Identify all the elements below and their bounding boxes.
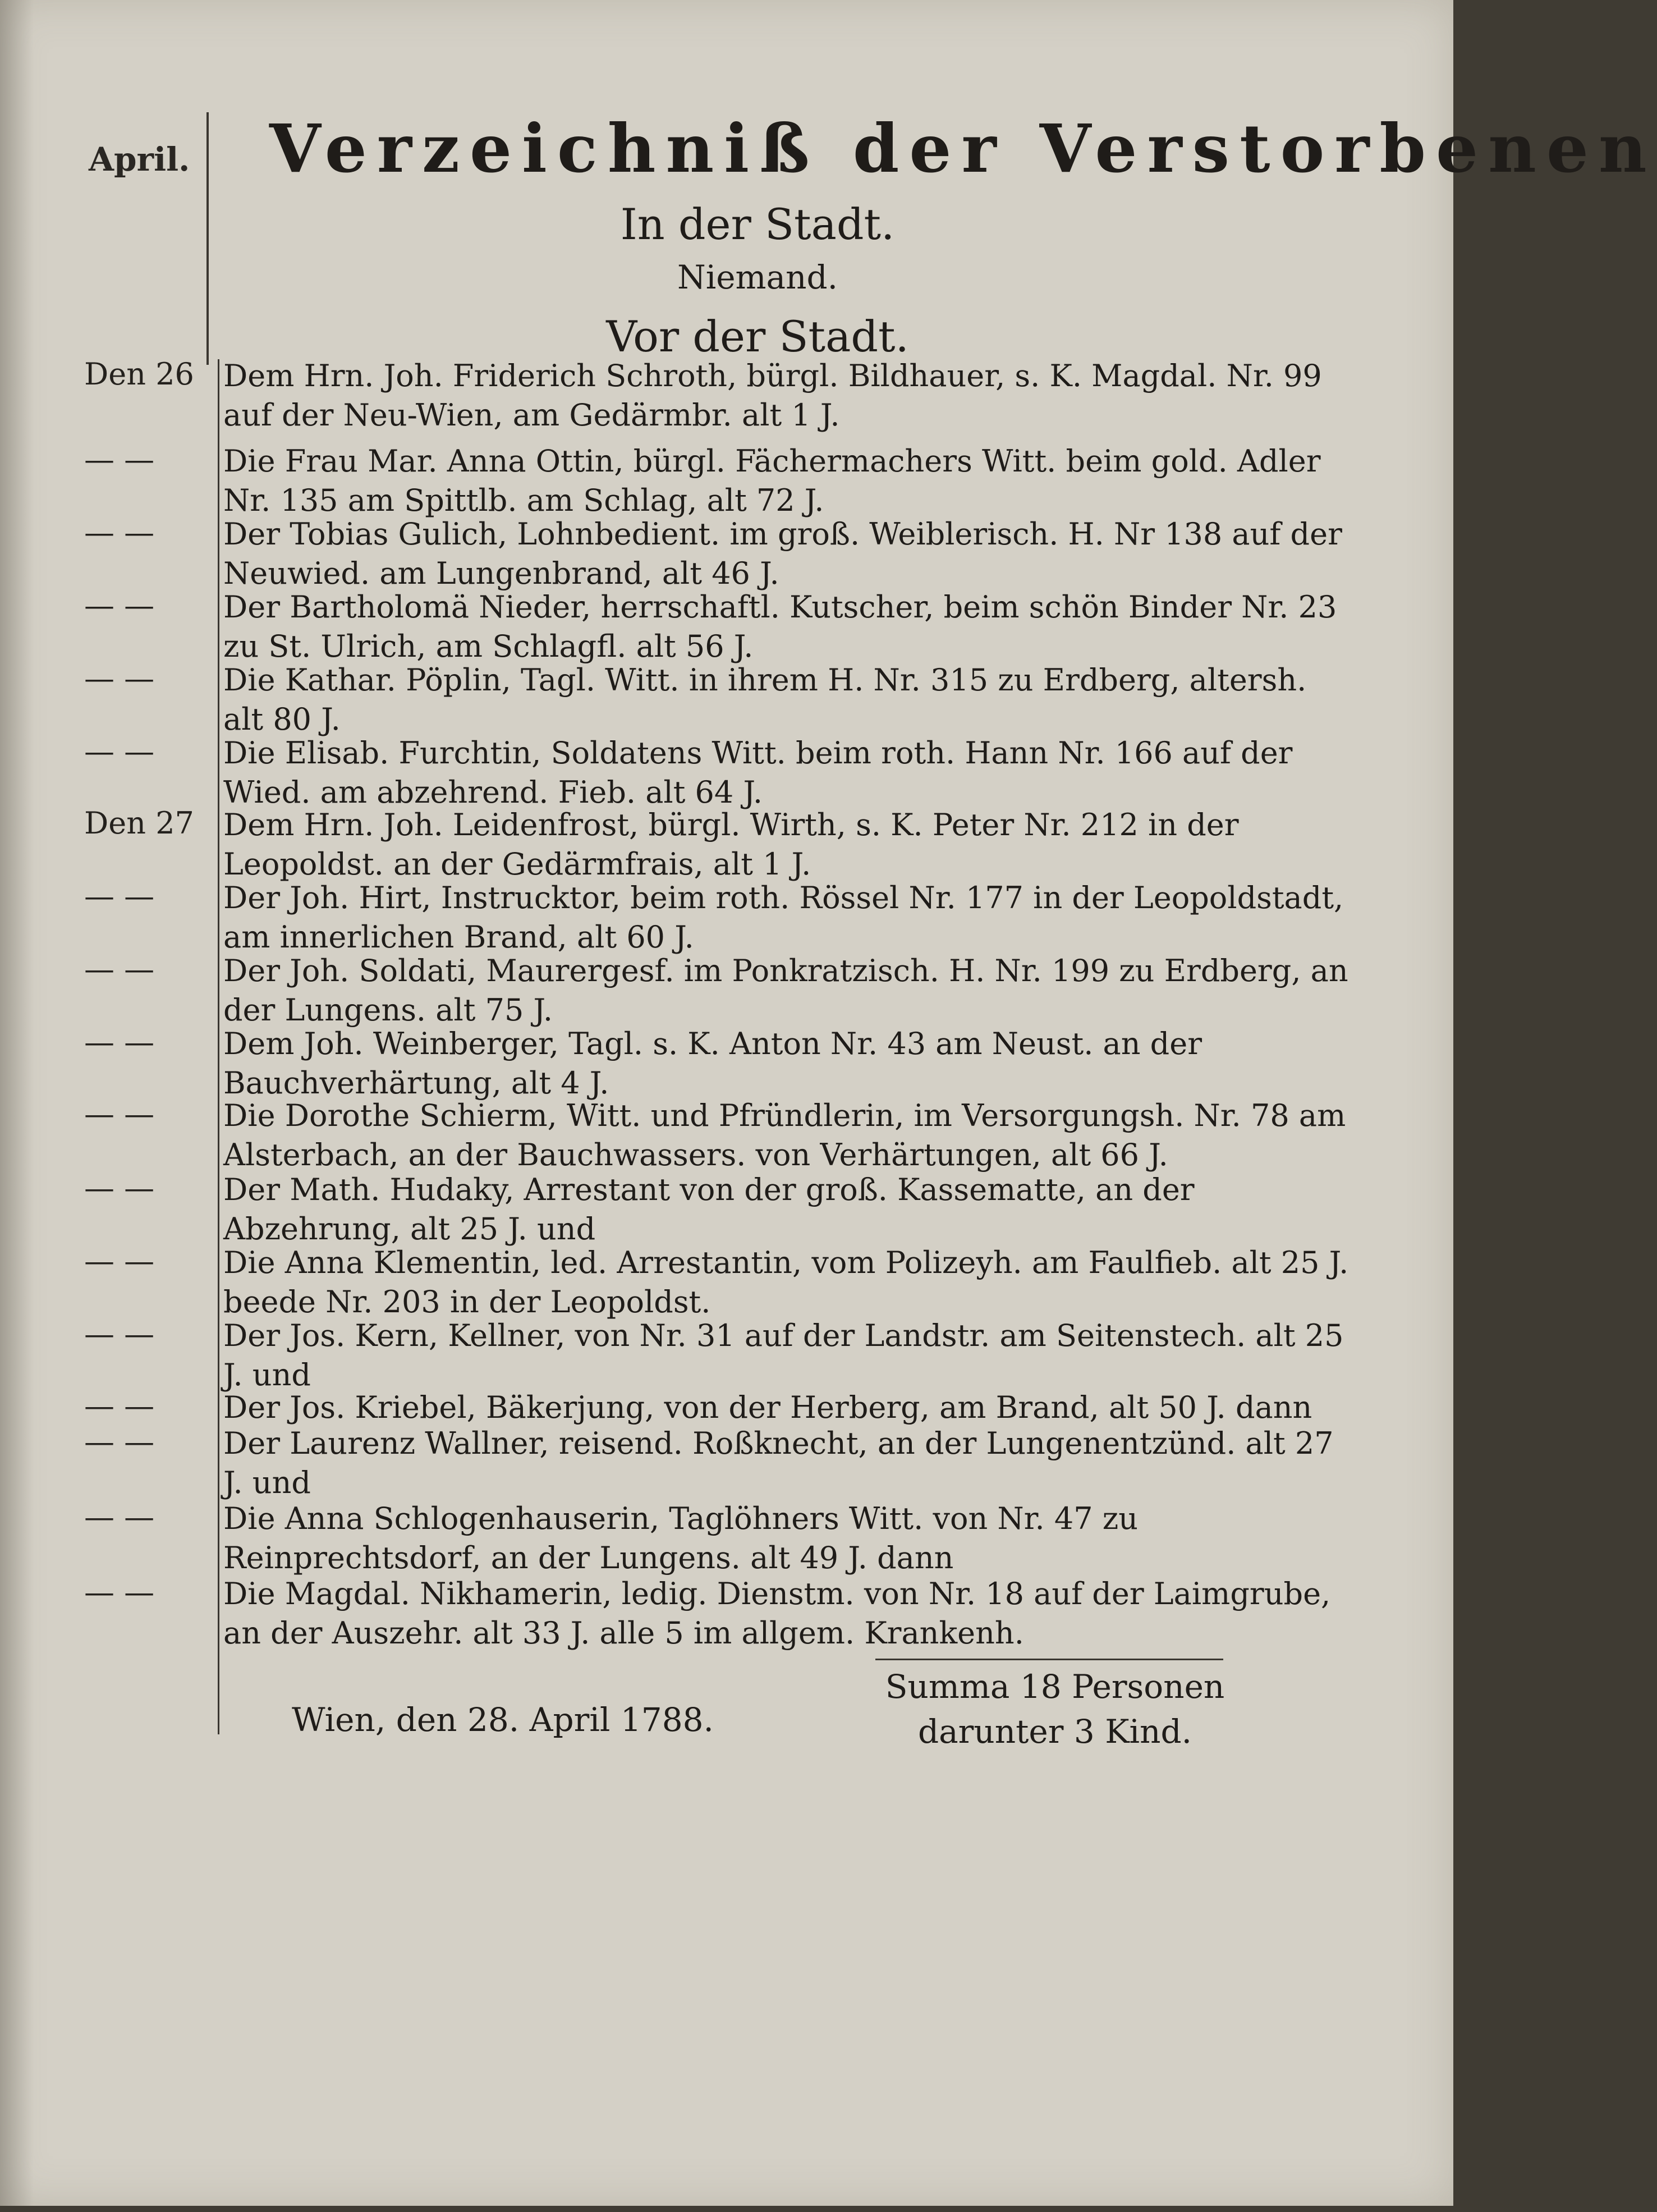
list-item: [0, 1170, 1453, 1247]
sum-children: darunter 3 Kind.: [917, 1712, 1192, 1751]
entry-date: — —: [84, 951, 155, 987]
entry-date: — —: [84, 1096, 155, 1132]
sum-rule: [875, 1659, 1223, 1660]
entries-list: [0, 356, 1453, 1653]
list-item: [0, 1574, 1453, 1653]
list-item: [0, 1316, 1453, 1393]
margin-rule-top: [206, 112, 209, 365]
entry-text: Die Anna Klementin, led. Arrestantin, vom Polizeyh. am Faulfieb. alt 25 J. beede Nr. 203 in der Leopoldst.: [223, 1245, 1349, 1320]
entry-date: — —: [84, 1424, 155, 1459]
section-heading-outside-city: Vor der Stadt.: [606, 312, 909, 361]
list-item: [0, 1024, 1453, 1101]
entry-date: — —: [84, 1316, 155, 1352]
entry-date: — —: [84, 515, 155, 550]
list-item: [0, 951, 1453, 1028]
list-item: [0, 515, 1453, 591]
list-item: [0, 1096, 1453, 1173]
footer-place-date: Wien, den 28. April 1788.: [292, 1701, 714, 1739]
list-item: [0, 588, 1453, 664]
entry-text: Die Magdal. Nikhamerin, ledig. Dienstm. von Nr. 18 auf der Laimgrube, an der Auszehr. alt 33 J. alle 5 im allgem. Krankenh.: [223, 1576, 1331, 1651]
entry-date: Den 26: [84, 356, 194, 392]
footer-summary: [859, 1664, 1251, 1754]
entry-text: Die Frau Mar. Anna Ottin, bürgl. Fächermachers Witt. beim gold. Adler Nr. 135 am Spittlb. am Schlag, alt 72 J.: [223, 443, 1321, 518]
list-item: [0, 1243, 1453, 1320]
entry-text: Die Kathar. Pöplin, Tagl. Witt. in ihrem H. Nr. 315 zu Erdberg, altersh. alt 80 J.: [223, 662, 1307, 737]
list-item: [0, 442, 1453, 518]
entry-text: Der Laurenz Wallner, reisend. Roßknecht, an der Lungenentzünd. alt 27 J. und: [223, 1426, 1334, 1500]
section-heading-in-city: In der Stadt.: [620, 199, 895, 249]
none-text: Niemand.: [677, 258, 838, 296]
list-item: [0, 805, 1453, 882]
entry-date: — —: [84, 1024, 155, 1060]
entry-date: — —: [84, 1574, 155, 1610]
list-item: [0, 734, 1453, 810]
sum-total: Summa 18 Personen: [885, 1668, 1225, 1706]
entry-date: — —: [84, 588, 155, 623]
entry-text: Der Joh. Soldati, Maurergesf. im Ponkratzisch. H. Nr. 199 zu Erdberg, an der Lungens. alt 75 J.: [223, 953, 1348, 1028]
entry-date: — —: [84, 1170, 155, 1206]
entry-text: Dem Joh. Weinberger, Tagl. s. K. Anton Nr. 43 am Neust. an der Bauchverhärtung, alt 4 J.: [223, 1026, 1202, 1101]
entry-text: Der Joh. Hirt, Instrucktor, beim roth. Rössel Nr. 177 in der Leopoldstadt, am innerlichen Brand, alt 60 J.: [223, 880, 1344, 955]
entry-text: Der Math. Hudaky, Arrestant von der groß. Kassematte, an der Abzehrung, alt 25 J. und: [223, 1172, 1195, 1247]
entry-text: Der Tobias Gulich, Lohnbedient. im groß. Weiblerisch. H. Nr 138 auf der Neuwied. am Lungenbrand, alt 46 J.: [223, 516, 1342, 591]
list-item: [0, 1388, 1453, 1424]
entry-date: Den 27: [84, 805, 194, 841]
entry-date: — —: [84, 1243, 155, 1279]
entry-date: — —: [84, 1499, 155, 1535]
entry-date: — —: [84, 661, 155, 696]
list-item: [0, 1424, 1453, 1499]
entry-text: Dem Hrn. Joh. Leidenfrost, bürgl. Wirth, s. K. Peter Nr. 212 in der Leopoldst. an der Gedärmfrais, alt 1 J.: [223, 807, 1239, 882]
entry-text: Der Jos. Kriebel, Bäkerjung, von der Herberg, am Brand, alt 50 J. dann: [223, 1390, 1312, 1425]
entry-date: — —: [84, 734, 155, 769]
list-item: [0, 661, 1453, 737]
entry-text: Die Dorothe Schierm, Witt. und Pfründlerin, im Versorgungsh. Nr. 78 am Alsterbach, an der Bauchwassers. von Verhärtungen, alt 66 J.: [223, 1098, 1346, 1173]
entry-text: Der Bartholomä Nieder, herrschaftl. Kutscher, beim schön Binder Nr. 23 zu St. Ulrich, am Schlagfl. alt 56 J.: [223, 589, 1337, 664]
list-item: [0, 1499, 1453, 1574]
entry-text: Der Jos. Kern, Kellner, von Nr. 31 auf der Landstr. am Seitenstech. alt 25 J. und: [223, 1318, 1344, 1393]
entry-date: — —: [84, 442, 155, 477]
list-item: [0, 878, 1453, 955]
entry-date: — —: [84, 1388, 155, 1423]
entry-text: Die Elisab. Furchtin, Soldatens Witt. beim roth. Hann Nr. 166 auf der Wied. am abzehrend. Fieb. alt 64 J.: [223, 735, 1293, 810]
month-label: April.: [89, 140, 190, 178]
entry-text: Dem Hrn. Joh. Friderich Schroth, bürgl. Bildhauer, s. K. Magdal. Nr. 99 auf der Neu-Wien, am Gedärmbr. alt 1 J.: [223, 358, 1322, 433]
entry-date: — —: [84, 878, 155, 914]
entry-text: Die Anna Schlogenhauserin, Taglöhners Witt. von Nr. 47 zu Reinprechtsdorf, an der Lungens. alt 49 J. dann: [223, 1501, 1138, 1576]
page-title: Verzeichniß der Verstorbenen: [269, 109, 1657, 187]
list-item: [0, 356, 1453, 442]
